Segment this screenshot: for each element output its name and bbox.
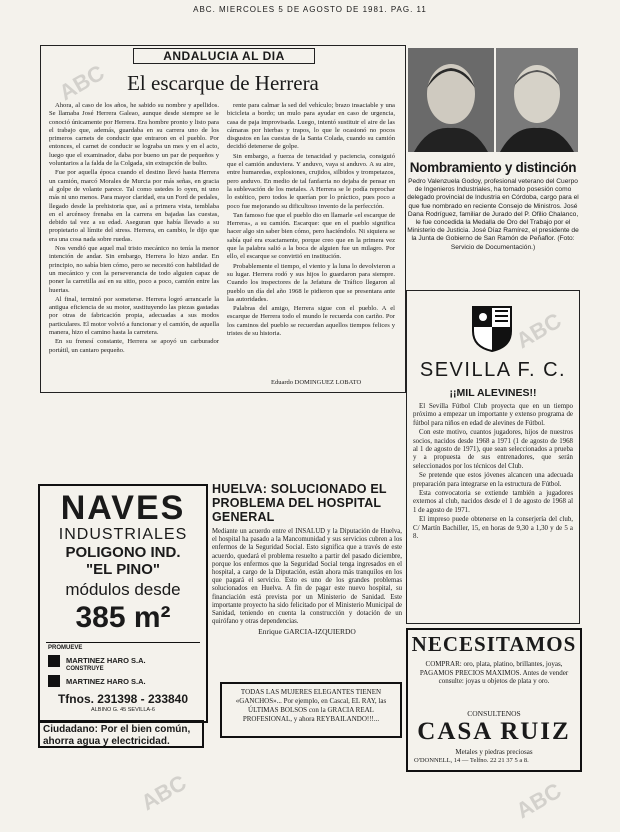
huelva-article <box>212 482 402 647</box>
sevilla-body <box>413 403 573 619</box>
article-column-2 <box>227 102 395 374</box>
naves-line2: INDUSTRIALES <box>58 526 188 543</box>
paragraph: Palabras del amigo, Herrera sigue con el pueblo. A el escarque de Herrera todo el mundo le recuerda con cariño. Por los caminos del pueblo se recuerdan aquellos tiempos felices y tristes de su historia. <box>227 305 395 338</box>
naves-ad <box>38 484 208 723</box>
casa-ruiz-ad <box>406 628 582 772</box>
paragraph: Ahora, al caso de los años, he sabido su nombre y apellidos. Se llamaba José Herrera Galeao, aunque desde siempre se le conoció únicamente por Herrera. Era hombre pronto y listo para el trabajo que, además, guardaba en su carrera uno de los primeros carnets de conducir que entraron en el pueblo. Por entonces, el carnet de conducir se lograba un mes y en el acto, luego que el examinador, daba por bueno un par de pequeños y voluntarios a la falda de la Colgada, sin extrapción de bulto. <box>49 102 219 168</box>
promo-label: PROMUEVE <box>48 645 83 651</box>
paragraph: Nos vendió que aquel mal tristo mecánico no tenía la menor intención de andar. Sin embargo, Herrera lo hizo andar. En principio, no sabía bien cómo, pero se necesitó con habilidad de un mecánico y con la perseverancia de todo alguien capaz de poner la carretilla así en su sitio, poco a poco, camión entre las huertas. <box>49 245 219 294</box>
paragraph: Probablemente el tiempo, el viento y la luna lo devolvieron a su lugar. Herrera rodó y sus hijos lo guardaron para siempre. Cuando los inspectores de la Jefatura de Tráfico llegaron al pueblo un día del año 1968 le pidieron que se presentara ante las autoridades. <box>227 262 395 303</box>
portrait-right-image <box>496 48 578 152</box>
paragraph: Sin embargo, a fuerza de tenacidad y paciencia, consiguió que el camión anduviera. Y anduvo, vaya si anduvo. A su aire, entre humaredas, explosiones, crujidos, silbidos y trompetazos, pero anduvo. En medio de tal fanfarria no dejaba de pensar en la sublevación de los metales. A Herrera se le podía reprochar lo estético, pero todos le querían por lo práctico, pues poco a poco fue mejorando su dificultoso invento de la perfección. <box>227 152 395 210</box>
naves-phones: Tfnos. 231398 - 233840 <box>57 692 189 706</box>
huelva-headline: HUELVA: SOLUCIONADO EL PROBLEMA DEL HOSPITAL GENERAL <box>212 482 387 524</box>
paragraph: El Sevilla Fútbol Club proyecta que en un tiempo próximo a empezar un importante y extenso programa de fútbol para niños en edad de alevines de Fútbol. <box>413 403 573 427</box>
paragraph: Fue por aquella época cuando el destino llevó hasta Herrera un camión, marcó Morales de Murcia por más señas, en gracia al golpe de volante parece. Tal como ustedes lo oyen, ni uno más ni uno menos. Para mayor claridad, era un Ford de pedales, llegado desde la prehistoria que, así a primera vista, temblaba en el arcénsoy frenaba en la carrera en bajadas las cuestas, debido tal vez a su edad. Aseguran que había llevado a su propietario al límite del stress. Herrera, en cambio, le dijo que era una cosa nada sobre ruedas. <box>49 169 219 243</box>
portrait-photo-left <box>408 48 494 152</box>
naves-line3: POLIGONO IND. <box>65 544 181 561</box>
paragraph: Al final, terminó por someterse. Herrera logró arrancarle la antigua eficiencia de su motor, sustituyendo las piezas gastadas por otras de fabricación propia, adecuadas a sus modos particulares. El motor volvió a funcionar y el camión, de aquella manera, hizo el camino hasta la carretera. <box>49 295 219 337</box>
ruiz-sub: Metales y piedras preciosas <box>455 748 533 756</box>
huelva-body: Mediante un acuerdo entre el INSALUD y la Diputación de Huelva, el hospital ha pasado a la Mancomunidad y sus servicios cubren a los enfermos de la Seguridad Social. Esto significa que a través de este acuerdo, quedará el problema resuelto a partir del pasado diciembre, porque los enfermos que la Seguridad Social tenga ingresados en el hospital, a cargo de la Diputación, están ahora más tranquilos en los que pagará el servicio. Esto es uno de los grandes problemas solucionados en Huelva. A fin de pagar este nuevo hospital, su financiación está prevista por un Ministerio de Sanidad. Este importante proyecto ha sido felicitado por el Ministerio Municipal de Sanidad, teniendo en cuenta la construcción y dotación de un quirófano y otras dependencias. <box>212 528 402 626</box>
watermark: ABC <box>511 307 566 354</box>
watermark: ABC <box>511 777 566 824</box>
ruiz-address-line: O'DONNELL, 14 — Telfno. 22 21 37 <box>414 757 513 764</box>
construye-label: CONSTRUYE <box>66 666 104 672</box>
page-header: ABC. MIERCOLES 5 DE AGOSTO DE 1981. PAG. 11 <box>193 5 427 14</box>
article-byline: Eduardo DOMINGUEZ LOBATO <box>271 379 362 386</box>
article-title: El escarque de Herrera <box>127 71 319 95</box>
portrait-photo-right <box>496 48 578 152</box>
watermark: ABC <box>136 769 191 816</box>
ruiz-name: CASA RUIZ <box>417 718 571 745</box>
watermark: ABC <box>54 59 109 106</box>
sevilla-slogan: ¡¡MIL ALEVINES!! <box>449 387 537 399</box>
ruiz-body: COMPRAR: oro, plata, platino, brillantes, joyas, PAGAMOS PRECIOS MAXIMOS. Antes de vender consulte: joyas u objetos de plata y oro. <box>419 660 569 686</box>
sevilla-fc-ad <box>406 290 580 624</box>
portrait-left-image <box>408 48 494 152</box>
naves-line5: módulos desde <box>65 580 181 599</box>
paragraph: Esta convocatoria se extiende también a jugadores externos al club, nacidos desde el 1 de agosto de 1968 al 1 de agosto de 1971. <box>413 490 573 514</box>
ruiz-consult: CONSULTENOS <box>467 709 521 718</box>
article-column-1 <box>49 102 219 387</box>
paragraph: El impreso puede obtenerse en la conserjería del club, C/ Martín Bachiller, 15, en horas de 9,30 a 1,30 y de 5 a 8. <box>413 516 573 541</box>
paragraph: Con este motivo, cuantos jugadores, hijos de nuestros socios, nacidos desde 1968 a 1971 (1 de agosto de 1968 al 1 de agosto de 1971), que sean seleccionados a prueba y a propuesta de sus entrenadores, que serán seleccionados por los técnicos del Club. <box>413 429 573 470</box>
ruiz-hours: 5 a 8. <box>514 757 529 764</box>
ruiz-title: NECESITAMOS <box>411 632 577 656</box>
naves-address: ALBINO G. 45 SEVILLA-6 <box>91 707 155 713</box>
builder-logo-icon <box>48 675 60 687</box>
ruiz-address <box>414 757 574 764</box>
paragraph: rente para calmar la sed del vehículo; brazo insaciable y una bicicleta a bordo; un mulo para ayudar en caso de urgencia, casa de paja improvisada. Luego, intentó sustituir el aire de las cámaras por hierbas y trapos, lo que le ocasionó no pocos disgustos en las cuestas de la Santa Colada, cuando su camión decidió detenerse de golpe. <box>227 102 395 151</box>
ganchos-text: TODAS LAS MUJERES ELEGANTES TIENEN «GANCHOS»... Por ejemplo, en Cascal, EL RAY, las ÚLTIMAS BOLSOS con la GRACIA REAL PROFESIONAL, y ahora REYBAILANDO!!!... <box>235 688 387 723</box>
portraits-body: Pedro Valenzuela Godoy, profesional veterano del Cuerpo de Ingenieros Industriales, ha tomado posesión como delegado provincial de Industria en Córdoba, cargo para el que fue nombrado en reciente Consejo de Ministros. José Dana Rodríguez, familiar de Jurado del P. Ofilio Chalanco, le fue concedida la Medalla de Oro del Trabajo por el Ministerio de Justicia. José Díaz Ramírez, el presidente de la Junta de Gobierno de San Ramón de Peñaflor. (Foto: Servicio de Documentación.) <box>407 178 579 251</box>
article-escarque <box>40 45 406 393</box>
paragraph: Tan famoso fue que el pueblo dio en llamarle «el escarque de Herrera», a su camión. Escarque: que en el pueblo significa hacer algo sin saber bien cómo, pero haciéndolo. Ni siquiera se sabía qué era exactamente, porque creo que en la primera vez que la palabra salió a la boca de alguien fue un milagro. Por ello, el escarque se convirtió en institución. <box>227 211 395 261</box>
ganchos-ad <box>220 682 402 738</box>
article-kicker: ANDALUCIA AL DIA <box>163 49 285 63</box>
naves-promoter-block <box>46 642 200 691</box>
huelva-byline: Enrique GARCIA-IZQUIERDO <box>258 627 356 636</box>
naves-title: NAVES <box>60 489 186 527</box>
naves-price: 385 m² <box>75 601 171 634</box>
portraits-heading: Nombramiento y distinción <box>409 160 577 175</box>
promoter-logo-icon <box>48 655 60 667</box>
sevilla-club-name: SEVILLA F. C. <box>419 359 567 381</box>
paragraph: Se pretende que estos jóvenes alcancen una adecuada preparación para integrarse en la estructura de Fútbol. <box>413 472 573 488</box>
naves-line4: "EL PINO" <box>86 561 160 578</box>
paragraph: En su frenesí constante, Herrera se apoyó un carburador portátil, un cantaro pequeño. <box>49 338 219 354</box>
kicker-box <box>133 48 315 64</box>
ciudadano-slogan: Ciudadano: Por el bien común, ahorra agua y electricidad. <box>38 720 204 748</box>
builder-name: MARTINEZ HARO S.A. <box>66 677 146 686</box>
promoter-name: MARTINEZ HARO S.A. <box>66 656 146 665</box>
sevilla-crest-icon <box>469 303 515 353</box>
